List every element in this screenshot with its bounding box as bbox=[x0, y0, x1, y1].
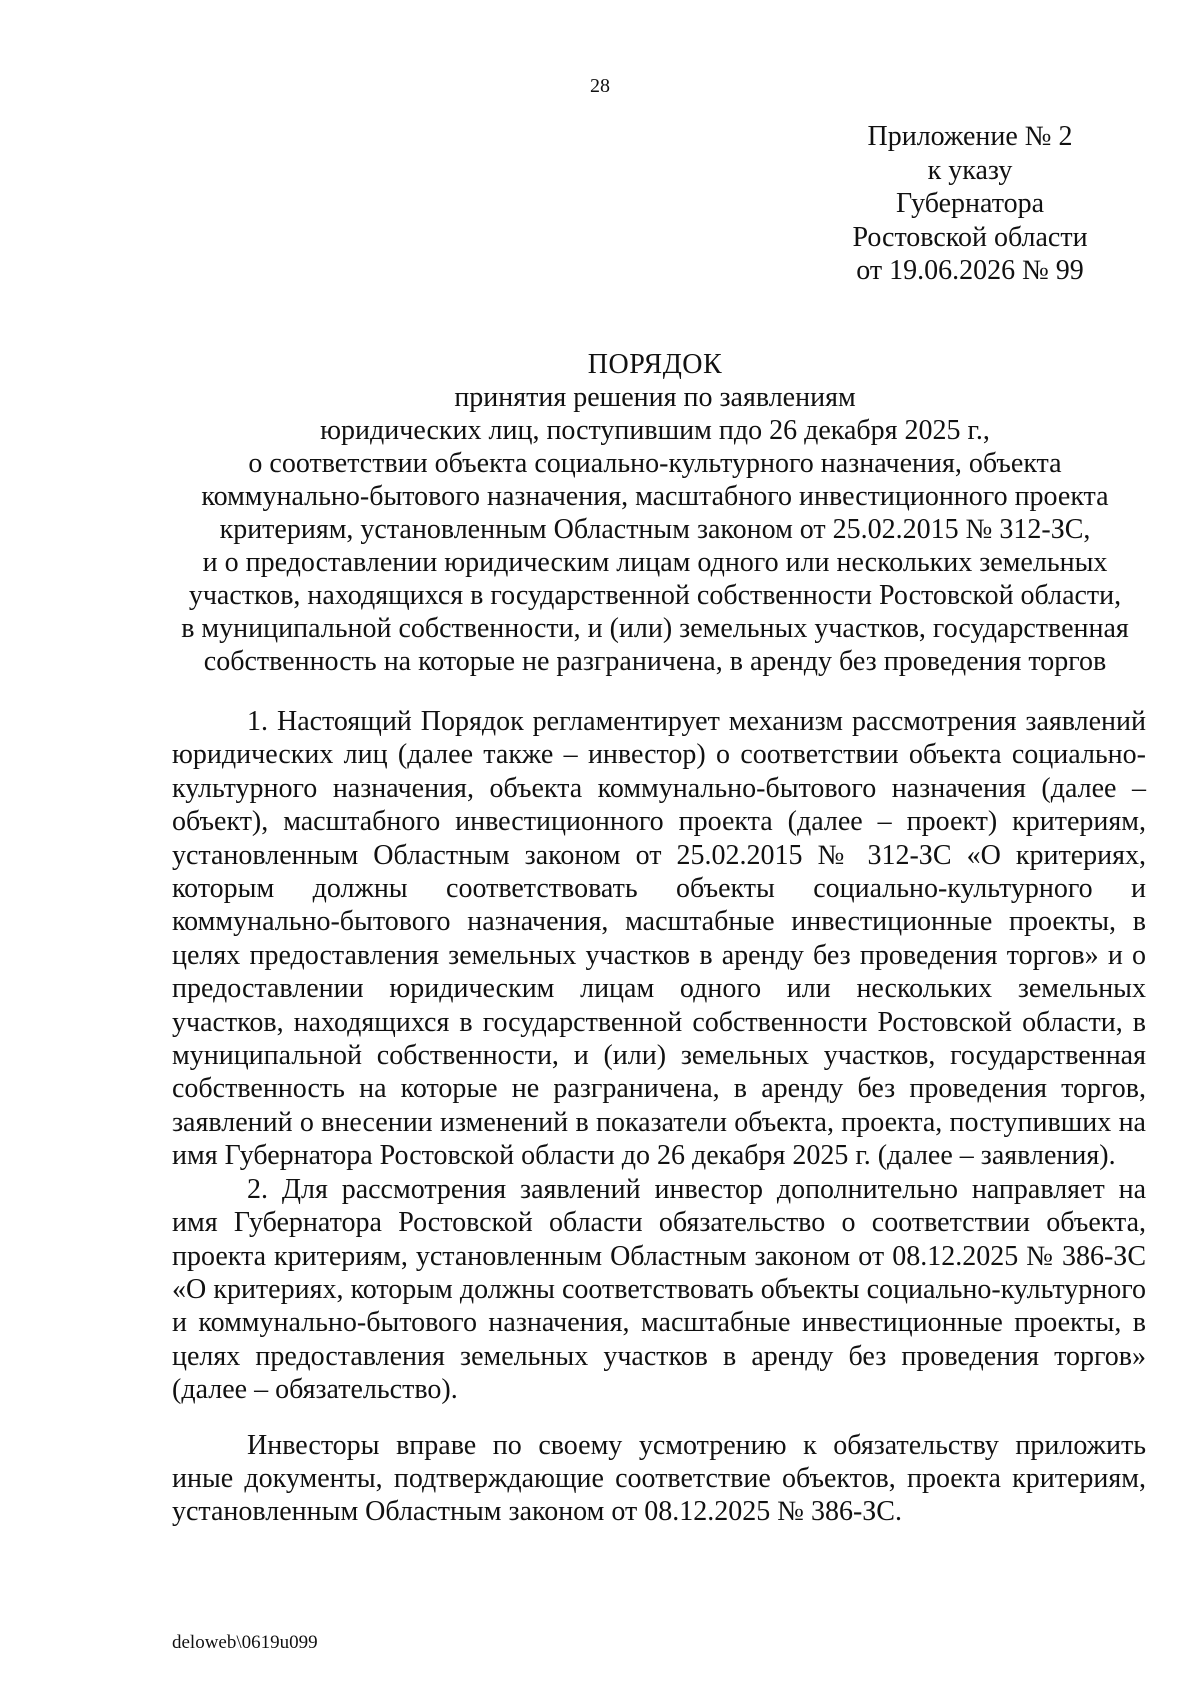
title-subtitle-line: участков, находящихся в государственной собственности Ростовской области, bbox=[188, 580, 1122, 611]
title-subtitle-line: юридических лиц, поступившим пдо 26 декабря 2025 г., bbox=[320, 415, 990, 446]
appendix-line: Ростовской области bbox=[852, 221, 1088, 253]
paragraph-3: Инвесторы вправе по своему усмотрению к обязательству приложить иные документы, подтверждающие соответствие объектов, проекта критериям, установленным Областным законом от 08.12.2025 № 386-ЗС. bbox=[172, 1429, 1146, 1528]
appendix-header bbox=[820, 120, 1120, 288]
appendix-line: Губернатора bbox=[895, 188, 1045, 219]
title-subtitle-line: и о предоставлении юридическим лицам одного или нескольких земельных bbox=[202, 547, 1108, 578]
appendix-line: к указу bbox=[927, 154, 1013, 186]
appendix-line: от 19.06.2026 № 99 bbox=[856, 255, 1084, 286]
title-subtitle-line: собственность на которые не разграничена, в аренду без проведения торгов bbox=[203, 646, 1107, 677]
title-subtitle-line: коммунально-бытового назначения, масштабного инвестиционного проекта bbox=[201, 481, 1109, 512]
document-body bbox=[172, 705, 1146, 1529]
paragraph-1: 1. Настоящий Порядок регламентирует механизм рассмотрения заявлений юридических лиц (далее также – инвестор) о соответствии объекта социально-культурного назначения, объекта коммунально-бытового назначения (далее – объект), масштабного инвестиционного проекта (далее – проект) критериям, установленным Областным законом от 25.02.2015 № 312-ЗС «О критериях, которым должны соответствовать объекты социально-культурного и коммунально-бытового назначения, масштабные инвестиционные проекты, в целях предоставления земельных участков в аренду без проведения торгов» и о предоставлении юридическим лицам одного или нескольких земельных участков, находящихся в государственной собственности Ростовской области, в муниципальной собственности, и (или) земельных участков, государственная собственность на которые не разграничена, в аренду без проведения торгов, заявлений о внесении изменений в показатели объекта, проекта, поступивших на имя Губернатора Ростовской области до 26 декабря 2025 г. (далее – заявления). bbox=[172, 706, 1146, 1172]
title-subtitle-line: критериям, установленным Областным законом от 25.02.2015 № 312-ЗС, bbox=[219, 514, 1091, 545]
title-subtitle-line: принятия решения по заявлениям bbox=[454, 382, 856, 413]
document-title: ПОРЯДОК bbox=[587, 349, 723, 380]
document-title-block bbox=[155, 348, 1155, 678]
footer-document-code: deloweb\0619u099 bbox=[172, 1632, 318, 1653]
title-subtitle-line: о соответствии объекта социально-культурного назначения, объекта bbox=[248, 448, 1062, 479]
page-number: 28 bbox=[590, 75, 610, 97]
title-subtitle-line: в муниципальной собственности, и (или) земельных участков, государственная bbox=[181, 613, 1129, 644]
paragraph-2: 2. Для рассмотрения заявлений инвестор дополнительно направляет на имя Губернатора Ростовской области обязательство о соответствии объекта, проекта критериям, установленным Областным законом от 08.12.2025 № 386-ЗС «О критериях, которым должны соответствовать объекты социально-культурного и коммунально-бытового назначения, масштабные инвестиционные проекты, в целях предоставления земельных участков в аренду без проведения торгов» (далее – обязательство). bbox=[172, 1173, 1146, 1406]
appendix-line: Приложение № 2 bbox=[867, 121, 1073, 152]
